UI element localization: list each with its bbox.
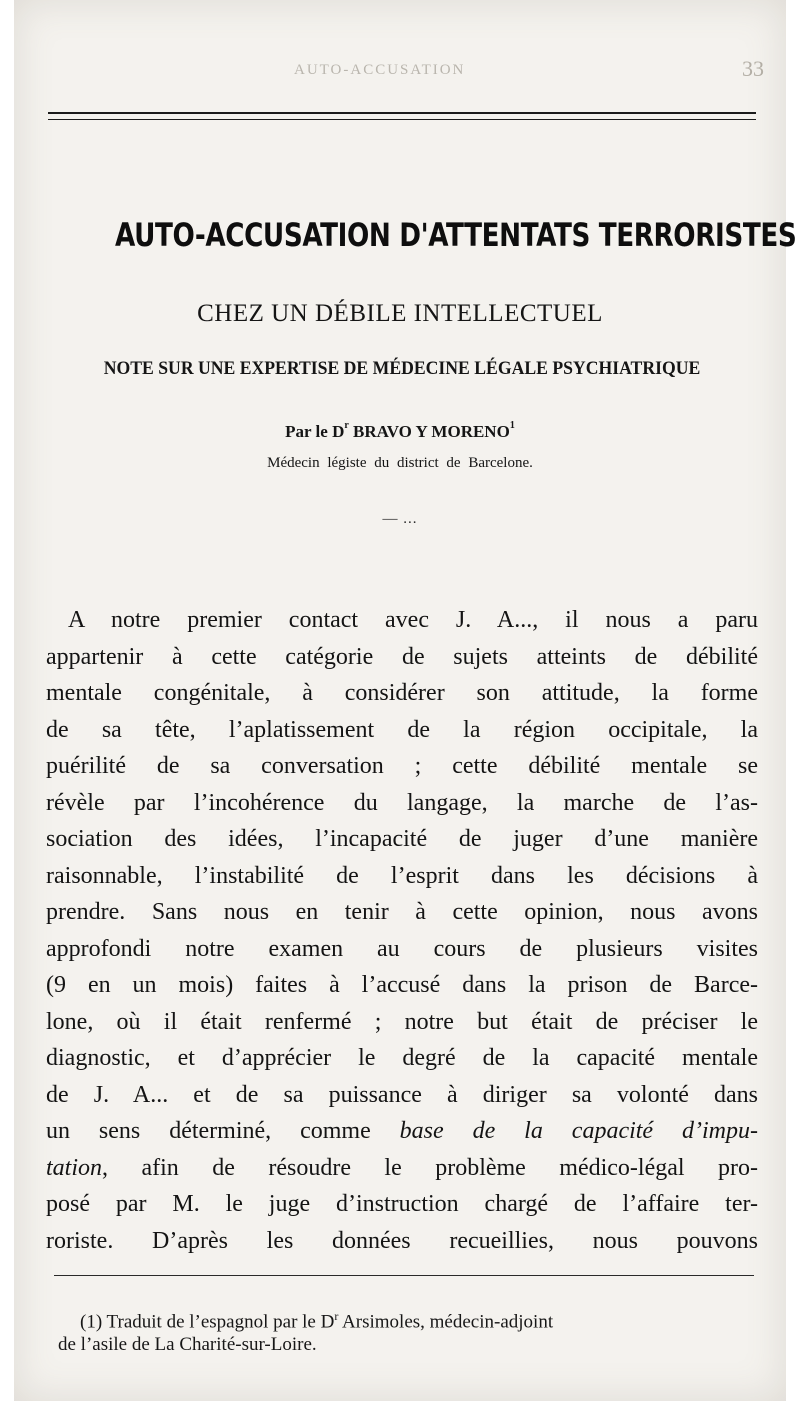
article-title: AUTO-ACCUSATION D'ATTENTATS TERRORISTES — [115, 216, 797, 254]
author-name: BRAVO Y MORENO — [348, 422, 510, 441]
body-line: puérilité de sa conversation ; cette débilité mentale se — [46, 753, 758, 779]
body-line: prendre. Sans nous en tenir à cette opinion, nous avons — [46, 899, 758, 925]
body-paragraph — [46, 602, 758, 1259]
author-footnote-marker: 1 — [509, 420, 515, 432]
footnote — [58, 1305, 758, 1356]
body-text-segment: , afin de résoudre le problème médico-légal pro- — [102, 1154, 758, 1181]
footnote-line: de l’asile de La Charité-sur-Loire. — [58, 1334, 317, 1356]
body-line: (9 en un mois) faites à l’accusé dans la prison de Barce- — [46, 972, 758, 998]
body-line: approfondi notre examen au cours de plusieurs visites — [46, 935, 758, 962]
running-head — [34, 56, 774, 88]
article-subtitle: CHEZ UN DÉBILE INTELLECTUEL — [197, 300, 603, 327]
body-line: mentale congénitale, à considérer son attitude, la forme — [46, 680, 758, 706]
running-title: AUTO-ACCUSATION — [294, 62, 466, 78]
body-line: de J. A... et de sa puissance à diriger sa volonté dans — [46, 1081, 758, 1108]
header-double-rule — [48, 112, 756, 120]
italic-phrase: base de la capacité d’impu- — [399, 1118, 758, 1144]
footnote-sup: r — [334, 1309, 339, 1323]
book-page — [14, 0, 797, 1401]
body-line: sociation des idées, l’incapacité de juger d’une manière — [46, 826, 758, 852]
author-byline — [14, 422, 786, 442]
article-note: NOTE SUR UNE EXPERTISE DE MÉDECINE LÉGALE PSYCHIATRIQUE — [103, 358, 701, 379]
body-line: posé par M. le juge d’instruction chargé de l’affaire ter- — [46, 1191, 758, 1217]
body-line: roriste. D’après les données recueillies, nous pouvons — [46, 1227, 758, 1254]
page-number: 33 — [742, 56, 764, 81]
body-line: lone, où il était renfermé ; notre but était de préciser le — [46, 1008, 758, 1035]
italic-phrase-end: tation — [46, 1154, 103, 1181]
author-prefix: Par le D — [285, 422, 345, 441]
body-text-segment: un sens déterminé, comme — [46, 1118, 400, 1144]
footnote-text: Arsimoles, médecin-adjoint — [338, 1311, 554, 1333]
footnote-text: (1) Traduit de l’espagnol par le D — [80, 1311, 335, 1333]
body-line: de sa tête, l’aplatissement de la région occipitale, la — [46, 716, 758, 743]
section-separator: — ... — [382, 511, 418, 527]
body-line: appartenir à cette catégorie de sujets atteints de débilité — [46, 643, 758, 670]
body-line: A notre premier contact avec J. A..., il nous a paru — [68, 607, 758, 633]
footnote-line — [58, 1305, 758, 1333]
body-line-italic-end — [46, 1150, 758, 1187]
author-affiliation: Médecin légiste du district de Barcelone. — [267, 455, 533, 471]
body-line: raisonnable, l’instabilité de l’esprit dans les décisions à — [46, 862, 758, 889]
body-line: révèle par l’incohérence du langage, la marche de l’as- — [46, 789, 758, 816]
body-line-italic-start — [46, 1113, 758, 1150]
body-line: diagnostic, et d’apprécier le degré de la capacité mentale — [46, 1045, 758, 1071]
footnote-rule — [54, 1275, 754, 1276]
author-prefix-sup: r — [344, 420, 349, 432]
